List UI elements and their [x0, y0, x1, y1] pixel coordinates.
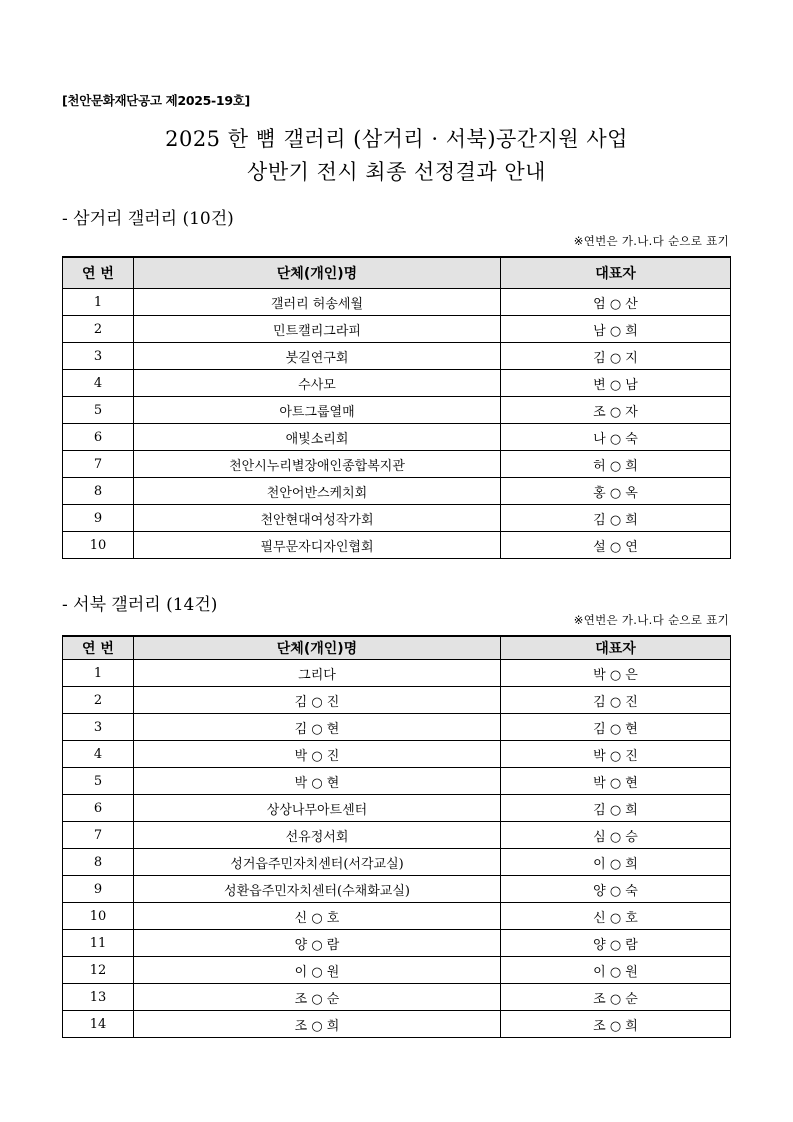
section-title-seobuk: - 서북 갤러리 (14건)	[62, 595, 218, 615]
cell-number: 8	[63, 849, 134, 876]
cell-representative: 엄 ○ 산	[501, 289, 731, 316]
table-row	[63, 930, 731, 957]
cell-number: 5	[63, 768, 134, 795]
table-row	[63, 957, 731, 984]
cell-number: 6	[63, 424, 134, 451]
cell-number: 1	[63, 660, 134, 687]
table-header-row	[63, 636, 731, 660]
table-row	[63, 397, 731, 424]
cell-number: 11	[63, 930, 134, 957]
table-row	[63, 451, 731, 478]
cell-representative: 박 ○ 진	[501, 741, 731, 768]
table-row	[63, 849, 731, 876]
cell-representative: 조 ○ 희	[501, 1011, 731, 1038]
cell-group-name: 선유정서회	[134, 822, 501, 849]
cell-representative: 나 ○ 숙	[501, 424, 731, 451]
cell-representative: 양 ○ 숙	[501, 876, 731, 903]
column-header-representative: 대표자	[501, 636, 731, 660]
cell-representative: 이 ○ 희	[501, 849, 731, 876]
cell-group-name: 그리다	[134, 660, 501, 687]
cell-group-name: 아트그룹열매	[134, 397, 501, 424]
table-row	[63, 822, 731, 849]
cell-group-name: 천안어반스케치회	[134, 478, 501, 505]
cell-representative: 심 ○ 승	[501, 822, 731, 849]
cell-number: 2	[63, 316, 134, 343]
gallery-table-seobuk	[62, 635, 731, 1038]
cell-number: 8	[63, 478, 134, 505]
notice-number: [천안문화재단공고 제2025-19호]	[62, 93, 250, 108]
table-row	[63, 289, 731, 316]
cell-group-name: 박 ○ 진	[134, 741, 501, 768]
table-row	[63, 424, 731, 451]
cell-representative: 박 ○ 은	[501, 660, 731, 687]
table-row	[63, 741, 731, 768]
cell-group-name: 조 ○ 희	[134, 1011, 501, 1038]
cell-number: 9	[63, 876, 134, 903]
cell-number: 5	[63, 397, 134, 424]
cell-group-name: 붓길연구회	[134, 343, 501, 370]
cell-group-name: 애빛소리회	[134, 424, 501, 451]
cell-representative: 설 ○ 연	[501, 532, 731, 559]
cell-group-name: 양 ○ 람	[134, 930, 501, 957]
column-header-representative: 대표자	[501, 257, 731, 289]
cell-number: 2	[63, 687, 134, 714]
cell-representative: 김 ○ 희	[501, 795, 731, 822]
cell-group-name: 천안현대여성작가회	[134, 505, 501, 532]
cell-representative: 남 ○ 희	[501, 316, 731, 343]
table-row	[63, 343, 731, 370]
cell-number: 13	[63, 984, 134, 1011]
cell-group-name: 민트캘리그라피	[134, 316, 501, 343]
cell-representative: 김 ○ 진	[501, 687, 731, 714]
cell-number: 12	[63, 957, 134, 984]
cell-representative: 변 ○ 남	[501, 370, 731, 397]
table-row	[63, 478, 731, 505]
section-title-samgeori: - 삼거리 갤러리 (10건)	[62, 209, 234, 229]
cell-representative: 조 ○ 자	[501, 397, 731, 424]
cell-group-name: 김 ○ 현	[134, 714, 501, 741]
cell-number: 6	[63, 795, 134, 822]
cell-representative: 양 ○ 람	[501, 930, 731, 957]
cell-group-name: 조 ○ 순	[134, 984, 501, 1011]
table-row	[63, 903, 731, 930]
cell-representative: 이 ○ 원	[501, 957, 731, 984]
table-row	[63, 984, 731, 1011]
page-subtitle: 상반기 전시 최종 선정결과 안내	[247, 160, 546, 184]
cell-group-name: 상상나무아트센터	[134, 795, 501, 822]
table-row	[63, 714, 731, 741]
cell-representative: 김 ○ 현	[501, 714, 731, 741]
table-row	[63, 660, 731, 687]
cell-representative: 홍 ○ 옥	[501, 478, 731, 505]
cell-group-name: 천안시누리별장애인종합복지관	[134, 451, 501, 478]
cell-group-name: 성환읍주민자치센터(수채화교실)	[134, 876, 501, 903]
sort-note: ※연번은 가.나.다 순으로 표기	[573, 234, 729, 248]
cell-group-name: 갤러리 허송세월	[134, 289, 501, 316]
cell-representative: 신 ○ 호	[501, 903, 731, 930]
table-row	[63, 768, 731, 795]
cell-representative: 조 ○ 순	[501, 984, 731, 1011]
cell-number: 9	[63, 505, 134, 532]
column-header-group-name: 단체(개인)명	[134, 257, 501, 289]
gallery-table-samgeori	[62, 256, 731, 559]
page-title: 2025 한 뼘 갤러리 (삼거리 · 서북)공간지원 사업	[165, 127, 628, 151]
table-row	[63, 316, 731, 343]
column-header-number: 연 번	[63, 636, 134, 660]
cell-number: 4	[63, 741, 134, 768]
cell-number: 1	[63, 289, 134, 316]
cell-representative: 김 ○ 지	[501, 343, 731, 370]
cell-group-name: 성거읍주민자치센터(서각교실)	[134, 849, 501, 876]
cell-group-name: 신 ○ 호	[134, 903, 501, 930]
table-row	[63, 687, 731, 714]
cell-representative: 허 ○ 희	[501, 451, 731, 478]
cell-number: 3	[63, 343, 134, 370]
cell-representative: 김 ○ 희	[501, 505, 731, 532]
table-row	[63, 795, 731, 822]
cell-number: 4	[63, 370, 134, 397]
cell-group-name: 김 ○ 진	[134, 687, 501, 714]
cell-number: 3	[63, 714, 134, 741]
cell-number: 14	[63, 1011, 134, 1038]
table-header-row	[63, 257, 731, 289]
cell-group-name: 수사모	[134, 370, 501, 397]
table-row	[63, 505, 731, 532]
cell-representative: 박 ○ 현	[501, 768, 731, 795]
column-header-number: 연 번	[63, 257, 134, 289]
cell-number: 10	[63, 903, 134, 930]
column-header-group-name: 단체(개인)명	[134, 636, 501, 660]
cell-number: 10	[63, 532, 134, 559]
cell-number: 7	[63, 822, 134, 849]
table-row	[63, 876, 731, 903]
table-row	[63, 1011, 731, 1038]
cell-group-name: 필무문자디자인협회	[134, 532, 501, 559]
cell-number: 7	[63, 451, 134, 478]
sort-note: ※연번은 가.나.다 순으로 표기	[573, 613, 729, 627]
cell-group-name: 이 ○ 원	[134, 957, 501, 984]
cell-group-name: 박 ○ 현	[134, 768, 501, 795]
table-row	[63, 370, 731, 397]
table-row	[63, 532, 731, 559]
